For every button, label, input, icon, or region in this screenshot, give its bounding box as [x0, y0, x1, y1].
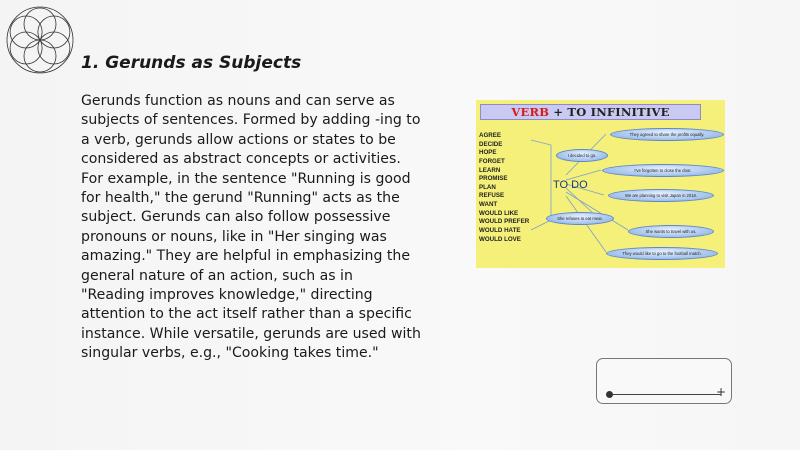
example-bubble: I decided to go. — [556, 149, 608, 162]
example-bubble: They would like to go to the football match. — [606, 247, 718, 260]
slide-body-text: Gerunds function as nouns and can serve as subjects of sentences. Formed by adding -ing to a verb, gerunds allow actions or states to be considered as abstract concepts or activities. For example, in the sentence "Running is good for health," the gerund "Running" acts as the subject. Gerunds can also follow possessive pronouns or nouns, like in "Her singing was amazing." They are helpful in emphasizing the general nature of an action, such as in "Reading improves knowledge," directing attention to the act itself rather than a specific instance. While versatile, gerunds are used with singular verbs, e.g., "Cooking takes time." — [81, 93, 421, 362]
verb-item: WOULD PREFER — [479, 218, 530, 226]
example-bubble: She refuses to eat meat. — [546, 212, 614, 225]
slider-handle[interactable] — [606, 391, 613, 398]
verb-item: WOULD HATE — [479, 227, 521, 235]
verb-item: DECIDE — [479, 140, 503, 148]
verb-item: AGREE — [479, 132, 502, 139]
diagram-header-verb: VERB — [511, 105, 550, 119]
verb-item: PROMISE — [479, 175, 508, 183]
example-bubble: I've forgotten to close the door. — [602, 164, 724, 177]
verb-item: REFUSE — [479, 192, 505, 200]
verb-list — [479, 132, 529, 244]
verb-item: PLAN — [479, 183, 496, 191]
decorative-circle-pattern — [2, 2, 78, 78]
verb-to-infinitive-diagram — [476, 100, 725, 268]
example-bubble: She wants to travel with us. — [628, 225, 714, 238]
slide-title: 1. Gerunds as Subjects — [81, 53, 302, 73]
verb-item: WANT — [479, 201, 498, 209]
slider-control[interactable] — [596, 358, 732, 404]
verb-item: FORGET — [479, 157, 505, 165]
plus-icon[interactable]: + — [716, 385, 727, 399]
verb-item: HOPE — [479, 149, 497, 157]
diagram-header-rest: + TO INFINITIVE — [549, 105, 670, 119]
example-bubble: They agreed to share the profits equally. — [610, 128, 724, 141]
diagram-center-label: TO DO — [553, 179, 588, 191]
verb-item: WOULD LOVE — [479, 235, 521, 243]
example-bubble: We are planning to visit Japan in 2018. — [608, 189, 714, 202]
verb-item: LEARN — [479, 166, 501, 174]
slider-track[interactable] — [609, 394, 721, 395]
verb-item: WOULD LIKE — [479, 209, 519, 217]
